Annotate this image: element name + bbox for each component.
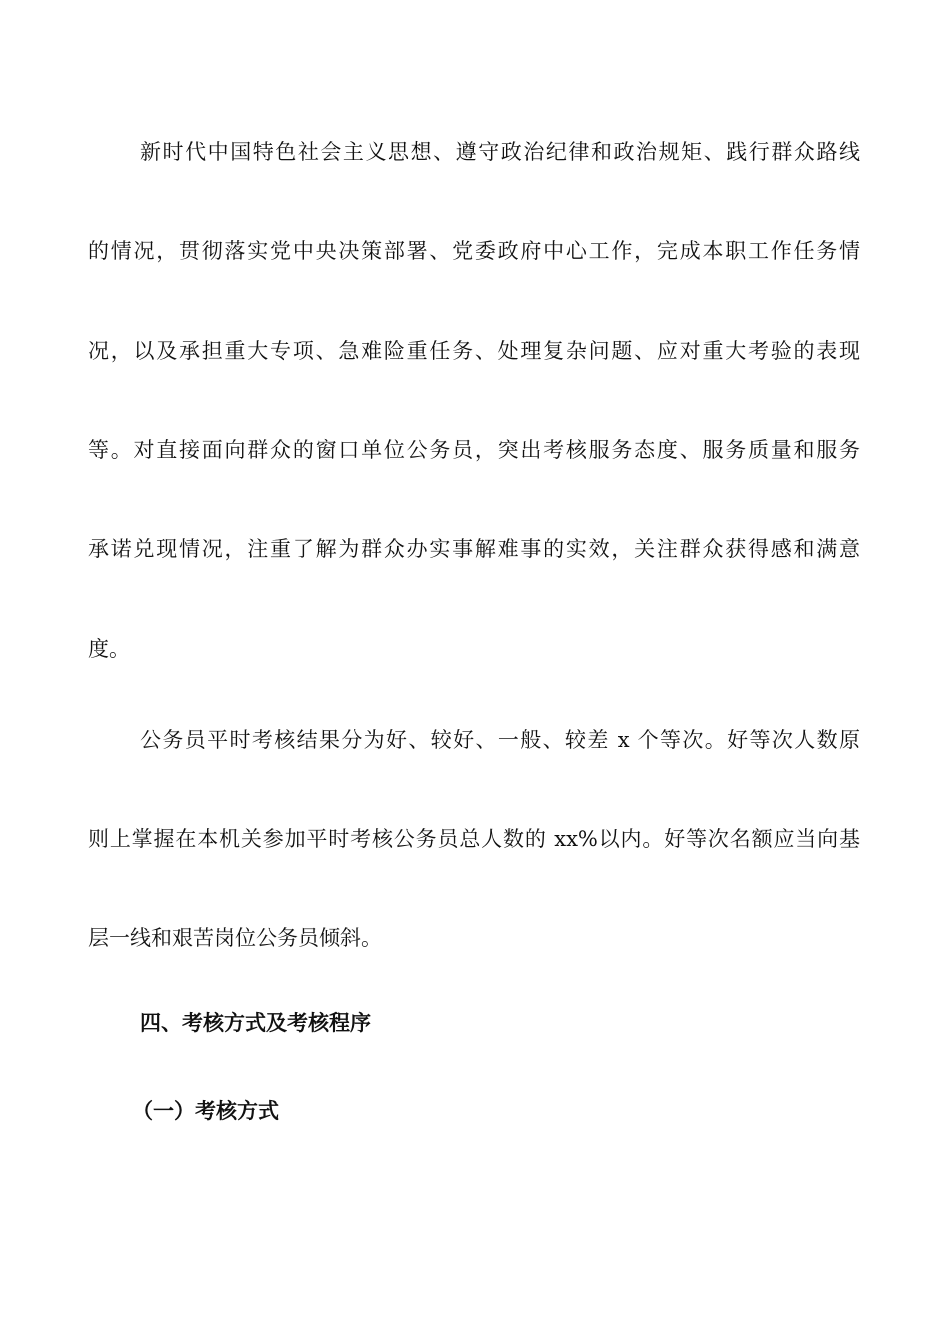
paragraph-1-line-5: 承诺兑现情况，注重了解为群众办实事解难事的实效，关注群众获得感和满意	[88, 537, 860, 561]
paragraph-2-line-3: 层一线和艰苦岗位公务员倾斜。	[88, 926, 382, 950]
subsection-heading: （一）考核方式	[132, 1099, 279, 1123]
paragraph-1-line-2: 的情况，贯彻落实党中央决策部署、党委政府中心工作，完成本职工作任务情	[88, 239, 860, 263]
paragraph-1-line-6: 度。	[88, 637, 130, 661]
paragraph-1-line-1: 新时代中国特色社会主义思想、遵守政治纪律和政治规矩、践行群众路线	[140, 140, 860, 164]
paragraph-2-line-2: 则上掌握在本机关参加平时考核公务员总人数的 xx%以内。好等次名额应当向基	[88, 827, 860, 851]
paragraph-2-line-1: 公务员平时考核结果分为好、较好、一般、较差 x 个等次。好等次人数原	[140, 728, 860, 752]
paragraph-1-line-4: 等。对直接面向群众的窗口单位公务员，突出考核服务态度、服务质量和服务	[88, 438, 860, 462]
section-heading: 四、考核方式及考核程序	[140, 1011, 371, 1035]
paragraph-1-line-3: 况，以及承担重大专项、急难险重任务、处理复杂问题、应对重大考验的表现	[88, 339, 860, 363]
